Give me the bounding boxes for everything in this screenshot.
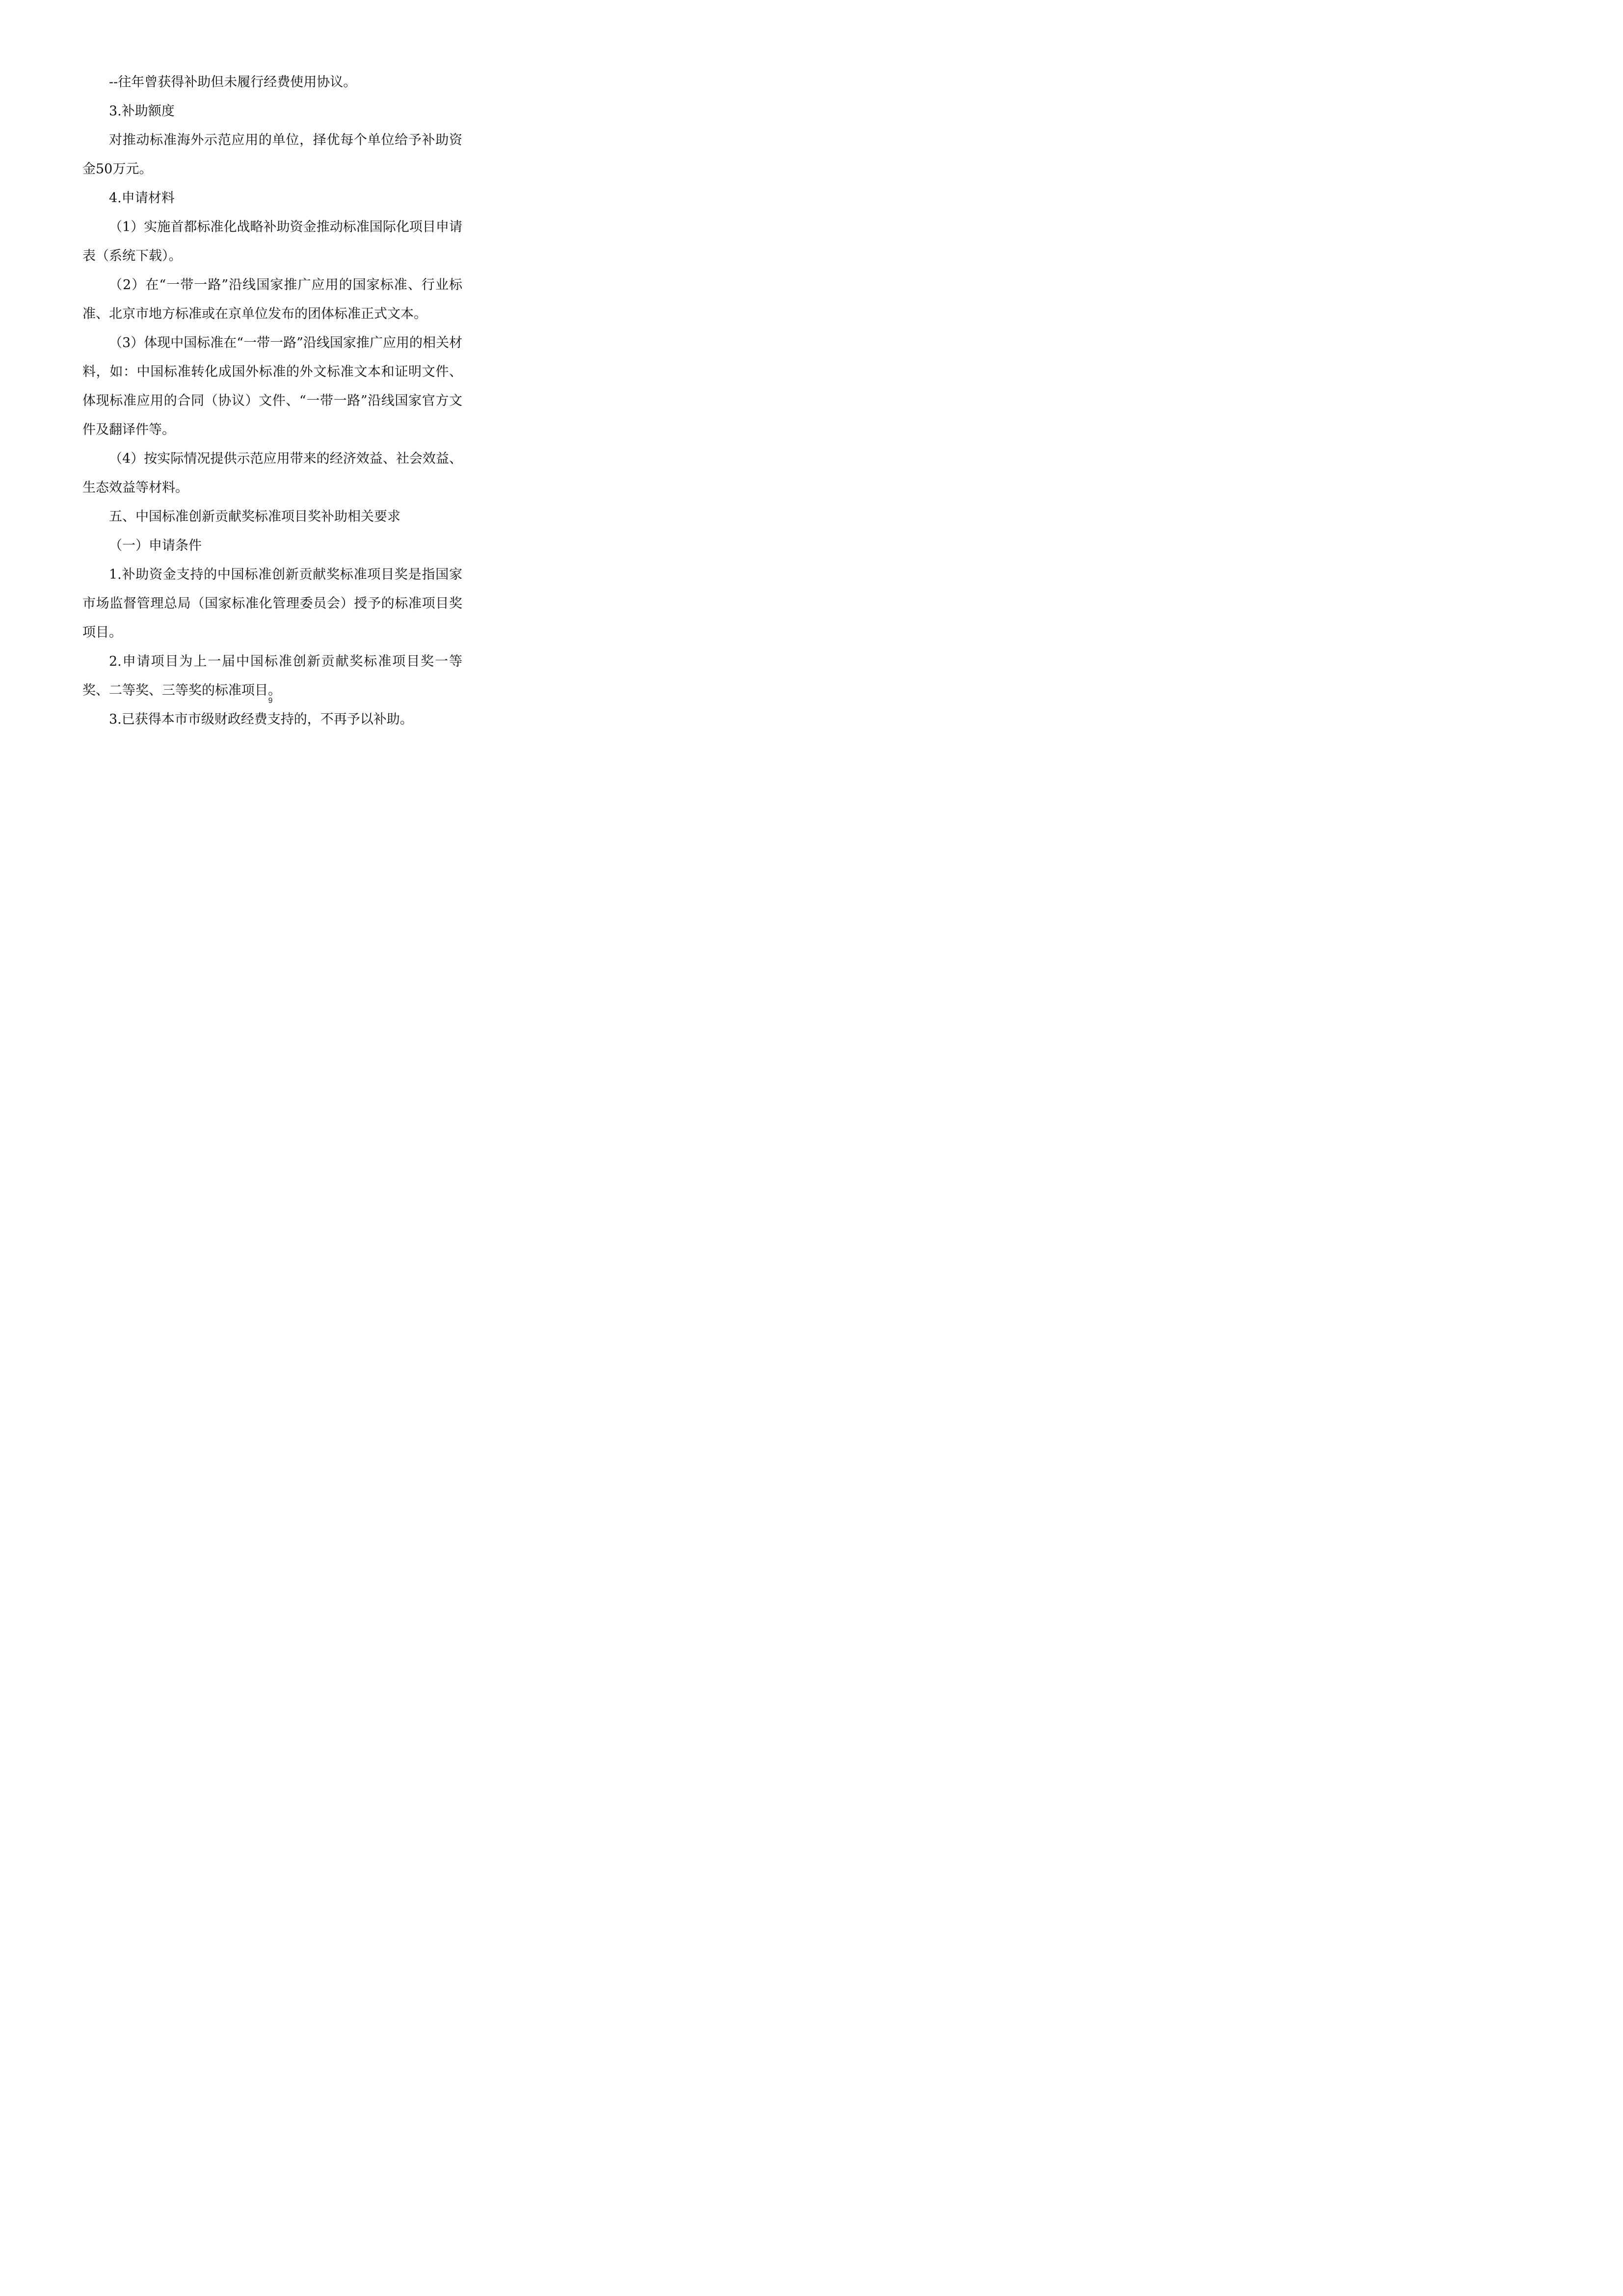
paragraph-material-3: （3）体现中国标准在“一带一路”沿线国家推广应用的相关材料，如：中国标准转化成国外标准的外文标准文本和证明文件、体现标准应用的合同（协议）文件、“一带一路”沿线国家官方文件及翻译件等。 xyxy=(82,335,462,437)
paragraph-material-2: （2）在“一带一路”沿线国家推广应用的国家标准、行业标准、北京市地方标准或在京单位发布的团体标准正式文本。 xyxy=(82,277,462,322)
document-page xyxy=(0,0,541,765)
paragraph-condition-2: 2.申请项目为上一届中国标准创新贡献奖标准项目奖一等奖、二等奖、三等奖的标准项目。 xyxy=(82,654,462,698)
heading-subsidy-amount: 3.补助额度 xyxy=(109,104,175,119)
paragraph-material-4: （4）按实际情况提供示范应用带来的经济效益、社会效益、生态效益等材料。 xyxy=(82,451,462,495)
heading-application-materials: 4.申请材料 xyxy=(109,190,175,206)
section-heading-five: 五、中国标准创新贡献奖标准项目奖补助相关要求 xyxy=(109,509,400,524)
body-text xyxy=(82,68,462,734)
subheading-application-conditions: （一）申请条件 xyxy=(109,538,202,553)
paragraph-condition-1: 1.补助资金支持的中国标准创新贡献奖标准项目奖是指国家市场监督管理总局（国家标准化管理委员会）授予的标准项目奖项目。 xyxy=(82,567,462,640)
paragraph-material-1: （1）实施首都标准化战略补助资金推动标准国际化项目申请表（系统下载）。 xyxy=(82,219,462,264)
paragraph-subsidy-amount: 对推动标准海外示范应用的单位，择优每个单位给予补助资金50万元。 xyxy=(82,133,462,177)
paragraph-condition-3: 3.已获得本市市级财政经费支持的，不再予以补助。 xyxy=(109,712,413,727)
page-number: 9 xyxy=(268,697,273,705)
paragraph-clause-unfulfilled: --往年曾获得补助但未履行经费使用协议。 xyxy=(109,75,357,90)
